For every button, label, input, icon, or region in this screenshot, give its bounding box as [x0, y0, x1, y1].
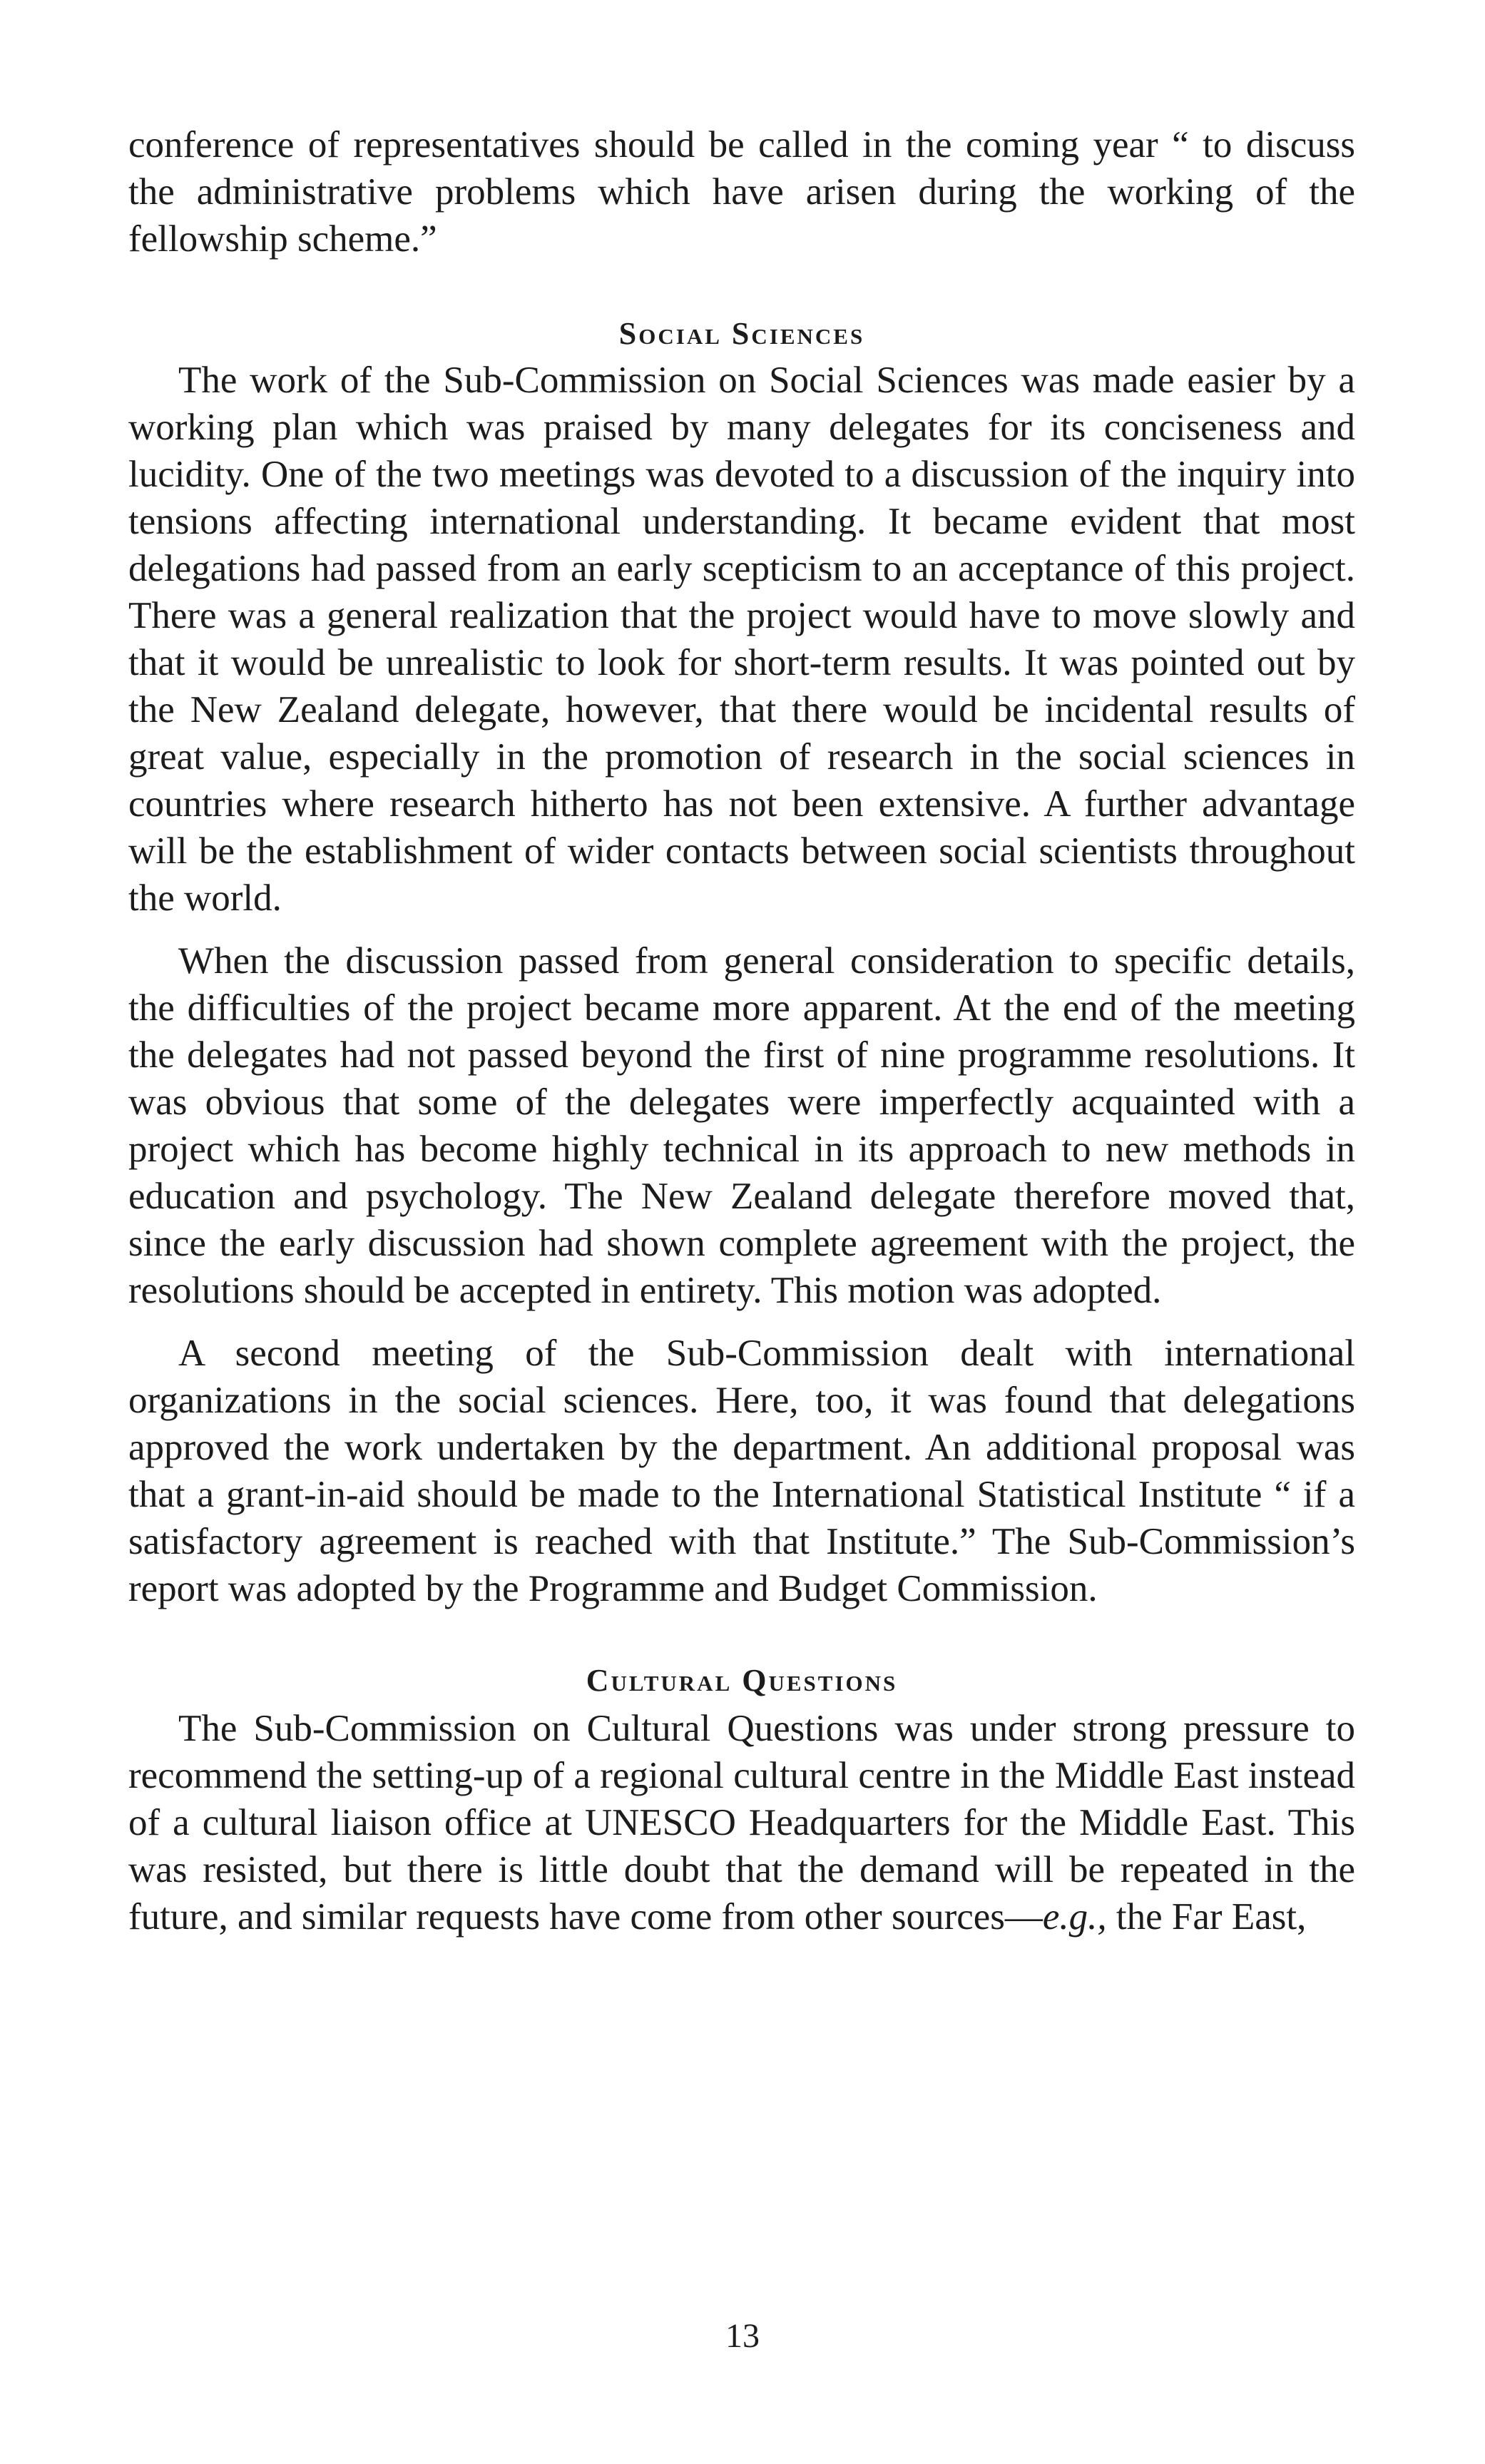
paragraph-social-sciences-3: A second meeting of the Sub-Commission dealt with international organizations in the social sciences. Here, too, it was found that delegations approved the work undertaken by the department. An additional proposal was that a grant-in-aid should be made to the International Statistical Institute “ if a satisfactory agreement is reached with that Institute.” The Sub-Commission’s report was adopted by the Programme and Budget Commission. [128, 1333, 1355, 1609]
paragraph-text-before-italic: The Sub-Commission on Cultural Questions was under strong pressure to recommend the setting-up of a regional cultural centre in the Middle East instead of a cultural liaison office at UNESCO Headquarters for the Middle East. This was resisted, but there is little doubt that the demand will be repeated in the future, and similar requests have come from other sources— [128, 1708, 1355, 1938]
italic-abbreviation: e.g., [1042, 1896, 1107, 1938]
paragraph-text-after-italic: the Far East, [1106, 1896, 1307, 1938]
section-heading-social-sciences: Social Sciences [618, 316, 865, 351]
paragraph-social-sciences-1: The work of the Sub-Commission on Social Sciences was made easier by a working plan which was praised by many delegates for its conciseness and lucidity. One of the two meetings was devoted to a discussion of the inquiry into tensions affecting international understanding. It became evident that most delegations had passed from an early scepticism to an acceptance of this project. There was a general realization that the project would have to move slowly and that it would be unrealistic to look for short-term results. It was pointed out by the New Zealand delegate, however, that there would be incidental results of great value, especially in the promotion of research in the social sciences in countries where research hitherto has not been extensive. A further advantage will be the establishment of wider contacts between social scientists throughout the world. [128, 360, 1355, 919]
paragraph-cultural-questions-1 [128, 1705, 1355, 1940]
paragraph-social-sciences-2: When the discussion passed from general consideration to specific details, the difficulties of the project became more apparent. At the end of the meeting the delegates had not passed beyond the first of nine programme resolutions. It was obvious that some of the delegates were imperfectly acquainted with a project which has become highly technical in its approach to new methods in education and psychology. The New Zealand delegate therefore moved that, since the early discussion had shown complete agreement with the project, the resolutions should be accepted in entirety. This motion was adopted. [128, 940, 1355, 1311]
section-heading-cultural-questions: Cultural Questions [586, 1663, 898, 1698]
page-number: 13 [725, 2317, 760, 2355]
document-page [128, 121, 1355, 1940]
paragraph-continued: conference of representatives should be called in the coming year “ to discuss the administrative problems which have arisen during the working of the fellowship scheme.” [128, 124, 1355, 260]
